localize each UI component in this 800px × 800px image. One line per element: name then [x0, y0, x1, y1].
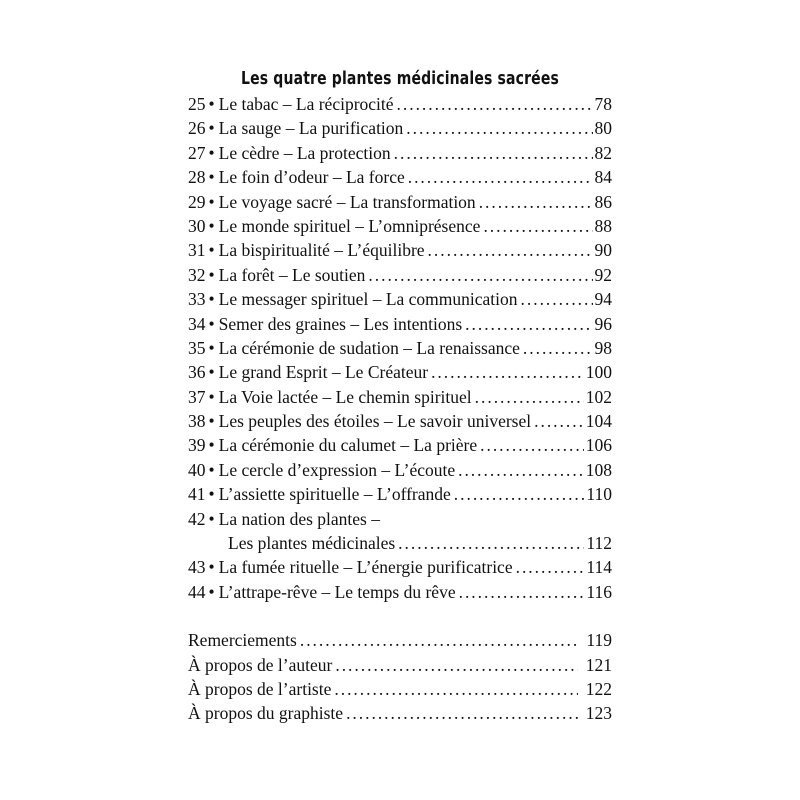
dot-leader [394, 141, 593, 165]
entry-page-number: 110 [586, 484, 612, 505]
entry-number: 36 [188, 362, 206, 383]
toc-entry[interactable] [188, 433, 612, 457]
entry-number: 34 [188, 313, 206, 334]
toc-entry[interactable] [188, 190, 612, 214]
bullet: • [208, 386, 215, 407]
toc-entry[interactable] [188, 214, 612, 238]
entry-title-line1: La nation des plantes – [218, 508, 380, 529]
entry-title: La cérémonie de sudation – La renaissance [218, 337, 520, 358]
toc-entry[interactable] [188, 385, 612, 409]
back-matter-entry[interactable] [188, 701, 612, 725]
entry-number: 43 [188, 557, 206, 578]
bullet: • [208, 581, 215, 602]
dot-leader [523, 336, 593, 360]
entry-title: La sauge – La purification [218, 118, 404, 139]
entry-title: L’attrape-rêve – Le temps du rêve [218, 581, 456, 602]
bullet: • [208, 435, 215, 456]
entry-number: 28 [188, 167, 206, 188]
bullet: • [208, 459, 215, 480]
entry-page-number: 123 [585, 703, 612, 724]
dot-leader [398, 531, 584, 555]
bullet: • [208, 337, 215, 358]
bullet: • [208, 264, 215, 285]
toc-entry[interactable] [188, 482, 612, 506]
toc-entry-42[interactable] [188, 507, 612, 531]
bullet: • [208, 191, 215, 212]
entry-page-number: 90 [594, 240, 612, 261]
entry-page-number: 122 [585, 678, 612, 699]
entry-title: À propos de l’artiste [188, 678, 332, 699]
dot-leader [428, 238, 593, 262]
entry-number: 41 [188, 484, 206, 505]
entry-number: 30 [188, 215, 206, 236]
dot-leader [368, 263, 592, 287]
toc-entry[interactable] [188, 360, 612, 384]
dot-leader [454, 482, 585, 506]
entry-number: 39 [188, 435, 206, 456]
entry-title: Le voyage sacré – La transformation [218, 191, 476, 212]
bullet: • [208, 508, 215, 529]
entry-title: Semer des graines – Les intentions [218, 313, 463, 334]
dot-leader [334, 677, 577, 701]
entry-title: Le monde spirituel – L’omniprésence [218, 215, 481, 236]
dot-leader [521, 287, 593, 311]
bullet: • [208, 142, 215, 163]
entry-number: 32 [188, 264, 206, 285]
dot-leader [459, 580, 585, 604]
entry-title: La Voie lactée – Le chemin spirituel [218, 386, 472, 407]
entry-title: Le cercle d’expression – L’écoute [218, 459, 456, 480]
dot-leader [408, 165, 593, 189]
dot-leader [397, 92, 593, 116]
entry-number: 44 [188, 581, 206, 602]
toc-entry[interactable] [188, 92, 612, 116]
entry-number: 38 [188, 411, 206, 432]
back-matter-entry[interactable] [188, 653, 612, 677]
entry-title: Le grand Esprit – Le Créateur [218, 362, 429, 383]
entry-page-number: 104 [585, 411, 612, 432]
toc-entry-42-continued[interactable] [188, 531, 612, 555]
dot-leader [483, 214, 592, 238]
dot-leader [465, 312, 592, 336]
entry-page-number: 96 [594, 313, 612, 334]
entry-page-number: 114 [586, 557, 612, 578]
entry-page-number: 98 [594, 337, 612, 358]
toc-entry[interactable] [188, 287, 612, 311]
entry-page-number: 88 [594, 215, 612, 236]
entry-title: À propos de l’auteur [188, 654, 333, 675]
toc-entry[interactable] [188, 409, 612, 433]
entry-title: La fumée rituelle – L’énergie purificatrice [218, 557, 513, 578]
entry-page-number: 94 [594, 289, 612, 310]
entry-page-number: 100 [585, 362, 612, 383]
back-matter-list [188, 628, 612, 726]
dot-leader [300, 628, 579, 652]
entry-number: 25 [188, 94, 206, 114]
entry-number: 42 [188, 508, 206, 529]
bullet: • [208, 484, 215, 505]
toc-entry[interactable] [188, 141, 612, 165]
entry-page-number: 106 [585, 435, 612, 456]
bullet: • [208, 362, 215, 383]
bullet: • [208, 289, 215, 310]
bullet: • [208, 167, 215, 188]
toc-entry[interactable] [188, 116, 612, 140]
spacer [188, 604, 612, 628]
dot-leader [431, 360, 584, 384]
bullet: • [208, 557, 215, 578]
dot-leader [458, 458, 584, 482]
back-matter-entry[interactable] [188, 628, 612, 652]
bullet: • [208, 118, 215, 139]
toc-entry[interactable] [188, 312, 612, 336]
entry-page-number: 80 [594, 118, 612, 139]
dot-leader [479, 190, 593, 214]
entry-number: 35 [188, 337, 206, 358]
bullet: • [208, 313, 215, 334]
entry-title: Le tabac – La réciprocité [218, 94, 394, 114]
entry-page-number: 82 [594, 142, 612, 163]
entry-page-number: 86 [594, 191, 612, 212]
dot-leader [406, 116, 592, 140]
entry-number: 29 [188, 191, 206, 212]
entry-number: 26 [188, 118, 206, 139]
entry-page-number: 112 [586, 533, 612, 554]
entry-page-number: 84 [594, 167, 612, 188]
toc-entry[interactable] [188, 238, 612, 262]
entry-page-number: 121 [585, 654, 612, 675]
dot-leader [480, 433, 584, 457]
back-matter-entry[interactable] [188, 677, 612, 701]
dot-leader [516, 555, 585, 579]
dot-leader [346, 701, 578, 725]
dot-leader [335, 653, 577, 677]
dot-leader [534, 409, 584, 433]
section-title: Les quatre plantes médicinales sacrées [241, 69, 559, 89]
toc-entry[interactable] [188, 165, 612, 189]
entry-page-number: 108 [585, 459, 612, 480]
table-of-contents [188, 66, 612, 726]
entry-page-number: 78 [594, 94, 612, 114]
entry-title: Le cèdre – La protection [218, 142, 391, 163]
dot-leader [475, 385, 584, 409]
entry-title: À propos du graphiste [188, 703, 344, 724]
entry-page-number: 92 [594, 264, 612, 285]
entry-page-number: 119 [586, 630, 612, 651]
toc-entry[interactable] [188, 263, 612, 287]
entry-title: L’assiette spirituelle – L’offrande [218, 484, 451, 505]
entry-title: Remerciements [188, 630, 297, 651]
entry-list [188, 92, 612, 507]
entry-number: 27 [188, 142, 206, 163]
entry-title: Les peuples des étoiles – Le savoir universel [218, 411, 532, 432]
entry-title-line2: Les plantes médicinales [228, 533, 396, 554]
entry-number: 37 [188, 386, 206, 407]
toc-entry[interactable] [188, 458, 612, 482]
entry-page-number: 102 [585, 386, 612, 407]
bullet: • [208, 411, 215, 432]
entry-number: 31 [188, 240, 206, 261]
entry-title: Le foin d’odeur – La force [218, 167, 405, 188]
bullet: • [208, 94, 215, 114]
entry-number: 33 [188, 289, 206, 310]
entry-list-tail [188, 555, 612, 604]
entry-title: La cérémonie du calumet – La prière [218, 435, 478, 456]
entry-title: La bispiritualité – L’équilibre [218, 240, 425, 261]
bullet: • [208, 215, 215, 236]
toc-entry[interactable] [188, 336, 612, 360]
entry-title: Le messager spirituel – La communication [218, 289, 518, 310]
bullet: • [208, 240, 215, 261]
entry-number: 40 [188, 459, 206, 480]
entry-title: La forêt – Le soutien [218, 264, 366, 285]
entry-page-number: 116 [586, 581, 612, 602]
toc-entry[interactable] [188, 555, 612, 579]
toc-entry[interactable] [188, 580, 612, 604]
